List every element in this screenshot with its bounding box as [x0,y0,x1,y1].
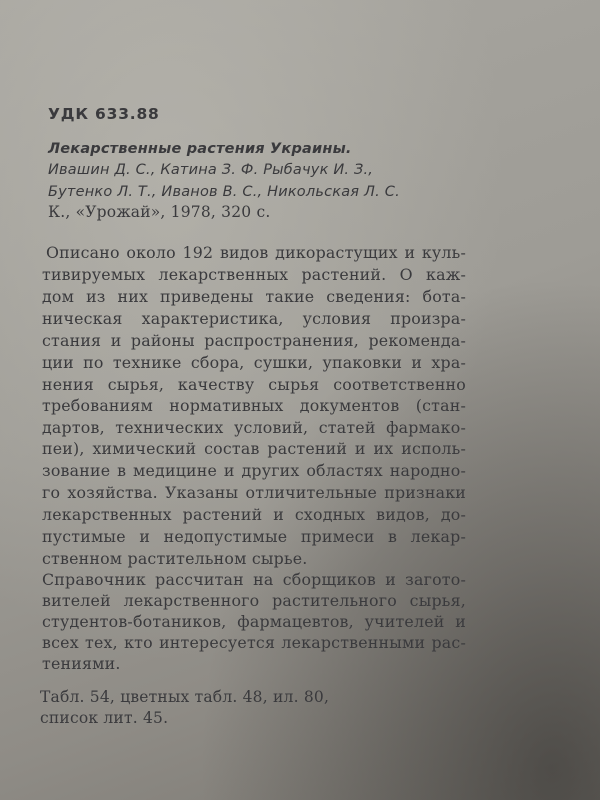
annotation-line: нения сырья, качеству сырья соответственно [42,375,466,394]
annotation-line: дартов, технических условий, статей фармако- [42,418,466,437]
annotation-line: ническая характеристика, условия произра- [42,309,466,328]
annotation-line: пеи), химический состав растений и их исполь- [42,439,466,458]
annotation-line: студентов-ботаников, фармацевтов, учителей и [42,612,466,631]
annotation-line: ции по технике сбора, сушки, упаковки и хра- [42,353,466,372]
authors-line-1: Ивашин Д. С., Катина З. Ф. Рыбачук И. З., [48,162,374,178]
book-title: Лекарственные растения Украины. [48,141,352,157]
authors-line-2: Бутенко Л. Т., Иванов В. С., Никольская Л. С. [48,184,400,200]
annotation-line: вителей лекарственного растительного сырья, [42,591,466,610]
annotation-line: Справочник рассчитан на сборщиков и загото- [42,570,466,589]
annotation-line: тениями. [42,654,121,673]
annotation-line: зование в медицине и других областях народно- [42,461,466,480]
annotation-line: всех тех, кто интересуется лекарственными рас- [42,633,466,652]
publisher-line: К., «Урожай», 1978, 320 с. [48,203,271,221]
annotation-line: пустимые и недопустимые примеси в лекар- [42,527,466,546]
footer-line-1: Табл. 54, цветных табл. 48, ил. 80, [40,688,330,706]
annotation-line: го хозяйства. Указаны отличительные признаки [42,483,466,502]
annotation-line: тивируемых лекарственных растений. О каж- [42,265,466,284]
footer-line-2: список лит. 45. [40,709,169,727]
annotation-line: стания и районы распространения, рекоменда- [42,331,466,350]
udk-code: УДК 633.88 [48,105,160,123]
annotation-line: Описано около 192 видов дикорастущих и куль- [46,243,466,262]
annotation-line: требованиям нормативных документов (стан- [42,396,466,415]
annotation-line: дом из них приведены такие сведения: бота- [42,287,466,306]
annotation-line: лекарственных растений и сходных видов, до- [42,505,466,524]
annotation-line: ственном растительном сырье. [42,549,308,568]
